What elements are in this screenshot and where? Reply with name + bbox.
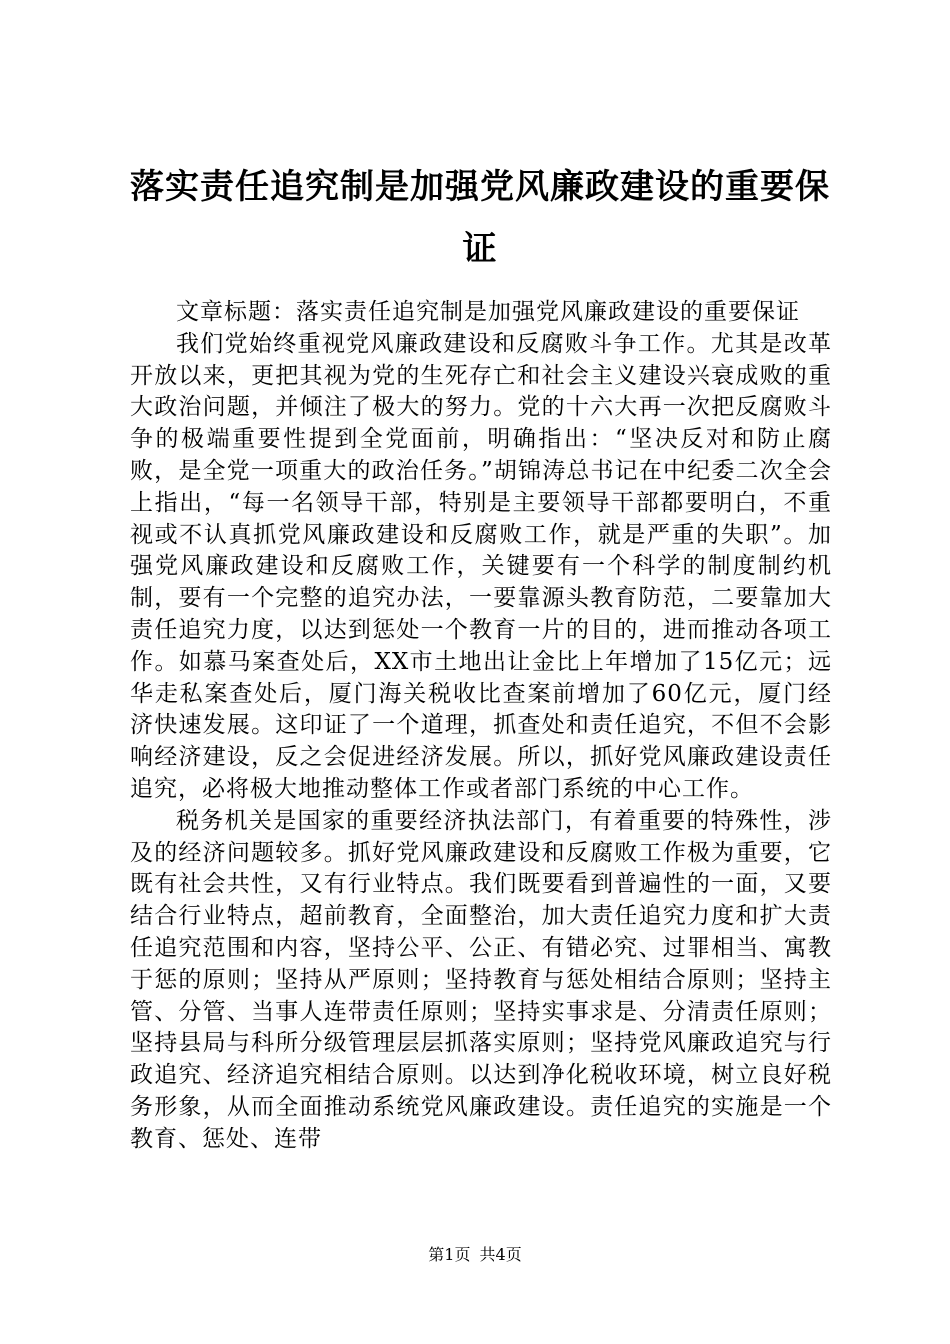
body-paragraph: 税务机关是国家的重要经济执法部门，有着重要的特殊性，涉及的经济问题较多。抓好党风廉政建设和反腐败工作极为重要，它既有社会共性，又有行业特点。我们既要看到普遍性的一面，又要结合行业特点，超前教育，全面整治，加大责任追究力度和扩大责任追究范围和内容，坚持公平、公正、有错必究、过罪相当、寓教于惩的原则；坚持从严原则；坚持教育与惩处相结合原则；坚持主管、分管、当事人连带责任原则；坚持实事求是、分清责任原则；坚持县局与科所分级管理层层抓落实原则；坚持党风廉政追究与行政追究、经济追究相结合原则。以达到净化税收环境，树立良好税务形象，从而全面推动系统党风廉政建设。责任追究的实施是一个教育、惩处、连带 — [130, 807, 832, 1152]
page-total: 共4页 — [479, 1245, 522, 1264]
body-paragraph: 我们党始终重视党风廉政建设和反腐败斗争工作。尤其是改革开放以来，更把其视为党的生死存亡和社会主义建设兴衰成败的重大政治问题，并倾注了极大的努力。党的十六大再一次把反腐败斗争的极端重要性提到全党面前，明确指出：“坚决反对和防止腐败，是全党一项重大的政治任务。”胡锦涛总书记在中纪委二次全会上指出，“每一名领导干部，特别是主要领导干部都要明白，不重视或不认真抓党风廉政建设和反腐败工作，就是严重的失职”。加强党风廉政建设和反腐败工作，关键要有一个科学的制度制约机制，要有一个完整的追究办法，一要靠源头教育防范，二要靠加大责任追究力度，以达到惩处一个教育一片的目的，进而推动各项工作。如慕马案查处后，XX市土地出让金比上年增加了15亿元；远华走私案查处后，厦门海关税收比查案前增加了60亿元，厦门经济快速发展。这印证了一个道理，抓查处和责任追究，不但不会影响经济建设，反之会促进经济发展。所以，抓好党风廉政建设责任追究，必将极大地推动整体工作或者部门系统的中心工作。 — [130, 330, 832, 802]
document-body — [130, 297, 832, 1156]
document-title: 落实责任追究制是加强党风廉政建设的重要保证 — [130, 167, 830, 269]
page-number: 第1页 — [428, 1245, 471, 1264]
article-title-paragraph: 文章标题：落实责任追究制是加强党风廉政建设的重要保证 — [176, 299, 800, 325]
page-footer — [0, 1244, 950, 1266]
